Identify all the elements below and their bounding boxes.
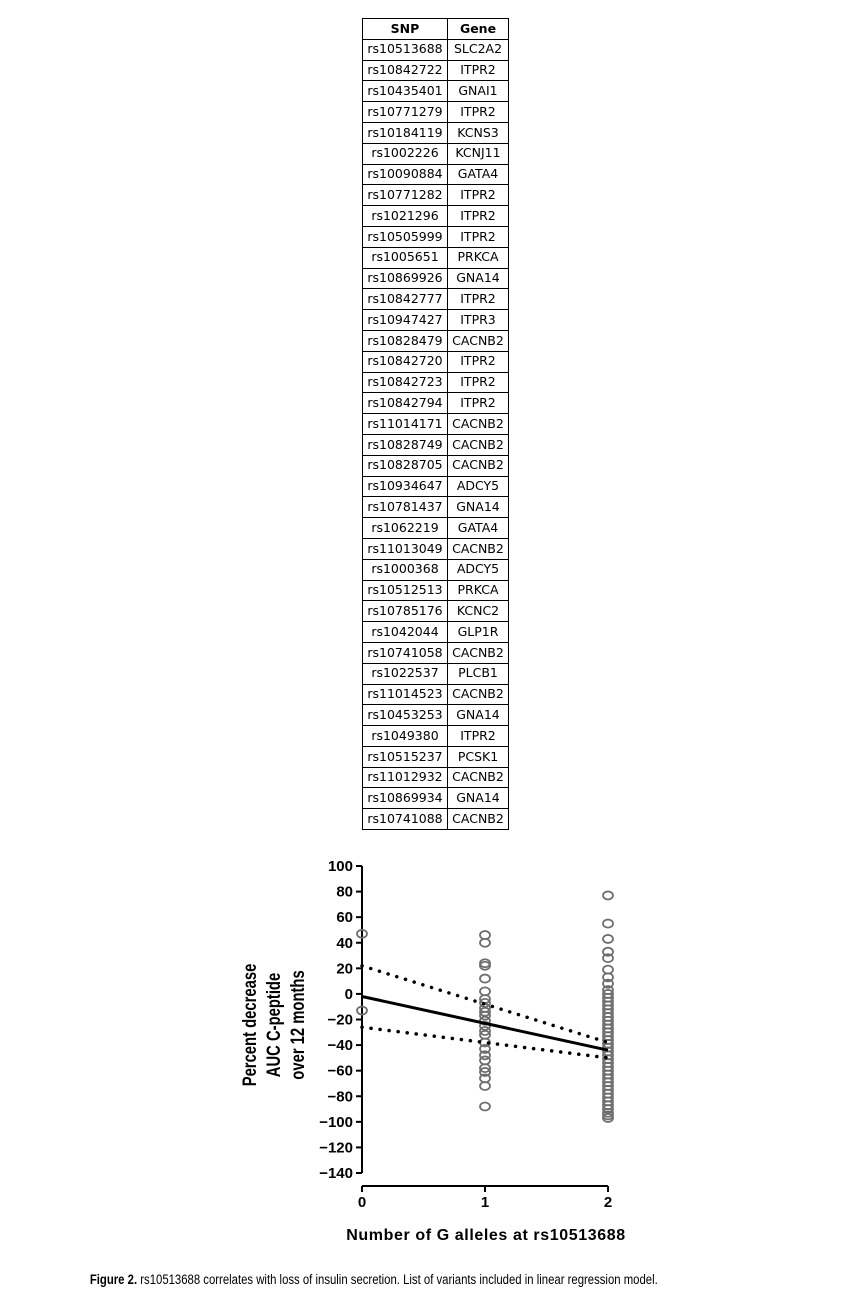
gene-cell: CACNB2 <box>448 767 509 788</box>
table-row <box>363 206 509 227</box>
y-tick-label: −80 <box>327 1088 353 1106</box>
snp-cell: rs10781437 <box>363 497 448 518</box>
snp-cell: rs1049380 <box>363 726 448 747</box>
table-row <box>363 767 509 788</box>
table-row <box>363 102 509 123</box>
y-tick-label: 80 <box>336 883 353 901</box>
table-row <box>363 310 509 331</box>
y-tick-label: −20 <box>327 1011 353 1029</box>
y-tick-label: 100 <box>327 858 353 875</box>
table-row <box>363 143 509 164</box>
table-row <box>363 601 509 622</box>
table-row <box>363 393 509 414</box>
gene-cell: CACNB2 <box>448 455 509 476</box>
snp-cell: rs11014523 <box>363 684 448 705</box>
gene-cell: GNAI1 <box>448 81 509 102</box>
gene-cell: ADCY5 <box>448 559 509 580</box>
table-row <box>363 351 509 372</box>
gene-cell: KCNS3 <box>448 122 509 143</box>
snp-cell: rs10512513 <box>363 580 448 601</box>
snp-cell: rs1062219 <box>363 518 448 539</box>
x-tick-label: 0 <box>357 1194 367 1211</box>
table-row <box>363 60 509 81</box>
data-point <box>480 975 490 983</box>
table-row <box>363 518 509 539</box>
y-tick-label: 60 <box>336 909 353 927</box>
gene-cell: ITPR2 <box>448 206 509 227</box>
y-tick-label: −100 <box>319 1113 353 1131</box>
table-row <box>363 455 509 476</box>
table-row <box>363 705 509 726</box>
snp-cell: rs10869934 <box>363 788 448 809</box>
gene-cell: CACNB2 <box>448 434 509 455</box>
gene-cell: GATA4 <box>448 164 509 185</box>
snp-cell: rs11012932 <box>363 767 448 788</box>
table-row <box>363 788 509 809</box>
y-tick-label: 40 <box>336 934 353 952</box>
chart-ticks <box>319 858 612 1211</box>
gene-cell: KCNC2 <box>448 601 509 622</box>
data-point <box>603 920 613 928</box>
snp-cell: rs10828749 <box>363 434 448 455</box>
gene-cell: GATA4 <box>448 518 509 539</box>
x-tick-label: 1 <box>480 1194 490 1211</box>
data-point <box>480 1102 490 1110</box>
snp-cell: rs10842777 <box>363 289 448 310</box>
gene-cell: ITPR2 <box>448 289 509 310</box>
data-points <box>357 891 613 1122</box>
gene-cell: GNA14 <box>448 268 509 289</box>
snp-cell: rs11013049 <box>363 538 448 559</box>
table-row <box>363 226 509 247</box>
y-tick-label: 20 <box>336 960 353 978</box>
gene-cell: ITPR2 <box>448 393 509 414</box>
y-tick-label: −40 <box>327 1037 353 1055</box>
table-row <box>363 81 509 102</box>
y-axis-title <box>239 964 308 1087</box>
gene-cell: KCNJ11 <box>448 143 509 164</box>
y-tick-label: −60 <box>327 1062 353 1080</box>
gene-cell: CACNB2 <box>448 684 509 705</box>
table-row <box>363 476 509 497</box>
gene-cell: ITPR3 <box>448 310 509 331</box>
table-row <box>363 372 509 393</box>
gene-cell: ITPR2 <box>448 726 509 747</box>
table-row <box>363 164 509 185</box>
table-row <box>363 726 509 747</box>
gene-cell: CACNB2 <box>448 642 509 663</box>
table-row <box>363 122 509 143</box>
gene-cell: ITPR2 <box>448 351 509 372</box>
snp-cell: rs10842722 <box>363 60 448 81</box>
y-axis-title-line-1: Percent decrease <box>239 963 261 1087</box>
table-row <box>363 538 509 559</box>
gene-cell: GNA14 <box>448 788 509 809</box>
snp-cell: rs10741088 <box>363 809 448 830</box>
snp-cell: rs10785176 <box>363 601 448 622</box>
y-axis-title-line-3: over 12 months <box>287 970 309 1080</box>
table-row <box>363 622 509 643</box>
y-tick-label: 0 <box>344 985 353 1003</box>
snp-cell: rs1021296 <box>363 206 448 227</box>
gene-cell: CACNB2 <box>448 414 509 435</box>
snp-cell: rs1005651 <box>363 247 448 268</box>
caption-label: Figure 2. <box>89 1272 138 1287</box>
table-row <box>363 330 509 351</box>
snp-gene-table <box>362 18 509 830</box>
gene-cell: GNA14 <box>448 497 509 518</box>
snp-cell: rs10947427 <box>363 310 448 331</box>
gene-cell: ADCY5 <box>448 476 509 497</box>
snp-cell: rs10828479 <box>363 330 448 351</box>
table-row <box>363 684 509 705</box>
table-row <box>363 185 509 206</box>
gene-cell: PRKCA <box>448 247 509 268</box>
snp-cell: rs1022537 <box>363 663 448 684</box>
y-tick-label: −120 <box>319 1139 353 1157</box>
scatter-chart <box>0 845 858 1245</box>
snp-cell: rs10435401 <box>363 81 448 102</box>
gene-cell: SLC2A2 <box>448 39 509 60</box>
gene-cell: ITPR2 <box>448 102 509 123</box>
table-row <box>363 580 509 601</box>
snp-cell: rs10453253 <box>363 705 448 726</box>
snp-cell: rs1002226 <box>363 143 448 164</box>
snp-cell: rs10090884 <box>363 164 448 185</box>
gene-cell: GNA14 <box>448 705 509 726</box>
snp-cell: rs10741058 <box>363 642 448 663</box>
table-row <box>363 434 509 455</box>
table-row <box>363 746 509 767</box>
figure-caption <box>0 1272 748 1287</box>
x-axis-title: Number of G alleles at rs10513688 <box>346 1227 626 1244</box>
x-tick-label: 2 <box>603 1194 613 1211</box>
gene-cell: CACNB2 <box>448 809 509 830</box>
snp-cell: rs11014171 <box>363 414 448 435</box>
table-row <box>363 497 509 518</box>
snp-cell: rs1042044 <box>363 622 448 643</box>
data-point <box>603 891 613 899</box>
snp-cell: rs10842794 <box>363 393 448 414</box>
gene-cell: ITPR2 <box>448 185 509 206</box>
snp-cell: rs10842723 <box>363 372 448 393</box>
snp-cell: rs10184119 <box>363 122 448 143</box>
gene-column-header: Gene <box>448 19 509 40</box>
gene-cell: ITPR2 <box>448 372 509 393</box>
snp-cell: rs10513688 <box>363 39 448 60</box>
table-row <box>363 414 509 435</box>
snp-cell: rs10771279 <box>363 102 448 123</box>
snp-column-header: SNP <box>363 19 448 40</box>
chart-axes <box>362 866 608 1186</box>
table-body <box>363 39 509 829</box>
snp-cell: rs1000368 <box>363 559 448 580</box>
y-tick-label: −140 <box>319 1165 353 1182</box>
gene-cell: PRKCA <box>448 580 509 601</box>
gene-cell: PLCB1 <box>448 663 509 684</box>
y-axis-title-line-2: AUC C-peptide <box>263 972 285 1078</box>
gene-cell: ITPR2 <box>448 60 509 81</box>
table-row <box>363 809 509 830</box>
snp-cell: rs10515237 <box>363 746 448 767</box>
table-row <box>363 289 509 310</box>
table-row <box>363 559 509 580</box>
data-point <box>603 935 613 943</box>
gene-cell: PCSK1 <box>448 746 509 767</box>
snp-cell: rs10934647 <box>363 476 448 497</box>
table-row <box>363 268 509 289</box>
table-header-row <box>363 19 509 40</box>
gene-cell: CACNB2 <box>448 330 509 351</box>
gene-cell: ITPR2 <box>448 226 509 247</box>
gene-cell: CACNB2 <box>448 538 509 559</box>
snp-cell: rs10771282 <box>363 185 448 206</box>
snp-cell: rs10869926 <box>363 268 448 289</box>
table-row <box>363 39 509 60</box>
caption-text: rs10513688 correlates with loss of insulin secretion. List of variants included in linear regression model. <box>137 1272 658 1287</box>
gene-cell: GLP1R <box>448 622 509 643</box>
snp-cell: rs10842720 <box>363 351 448 372</box>
table-row <box>363 247 509 268</box>
snp-cell: rs10828705 <box>363 455 448 476</box>
table-row <box>363 642 509 663</box>
snp-cell: rs10505999 <box>363 226 448 247</box>
table-row <box>363 663 509 684</box>
